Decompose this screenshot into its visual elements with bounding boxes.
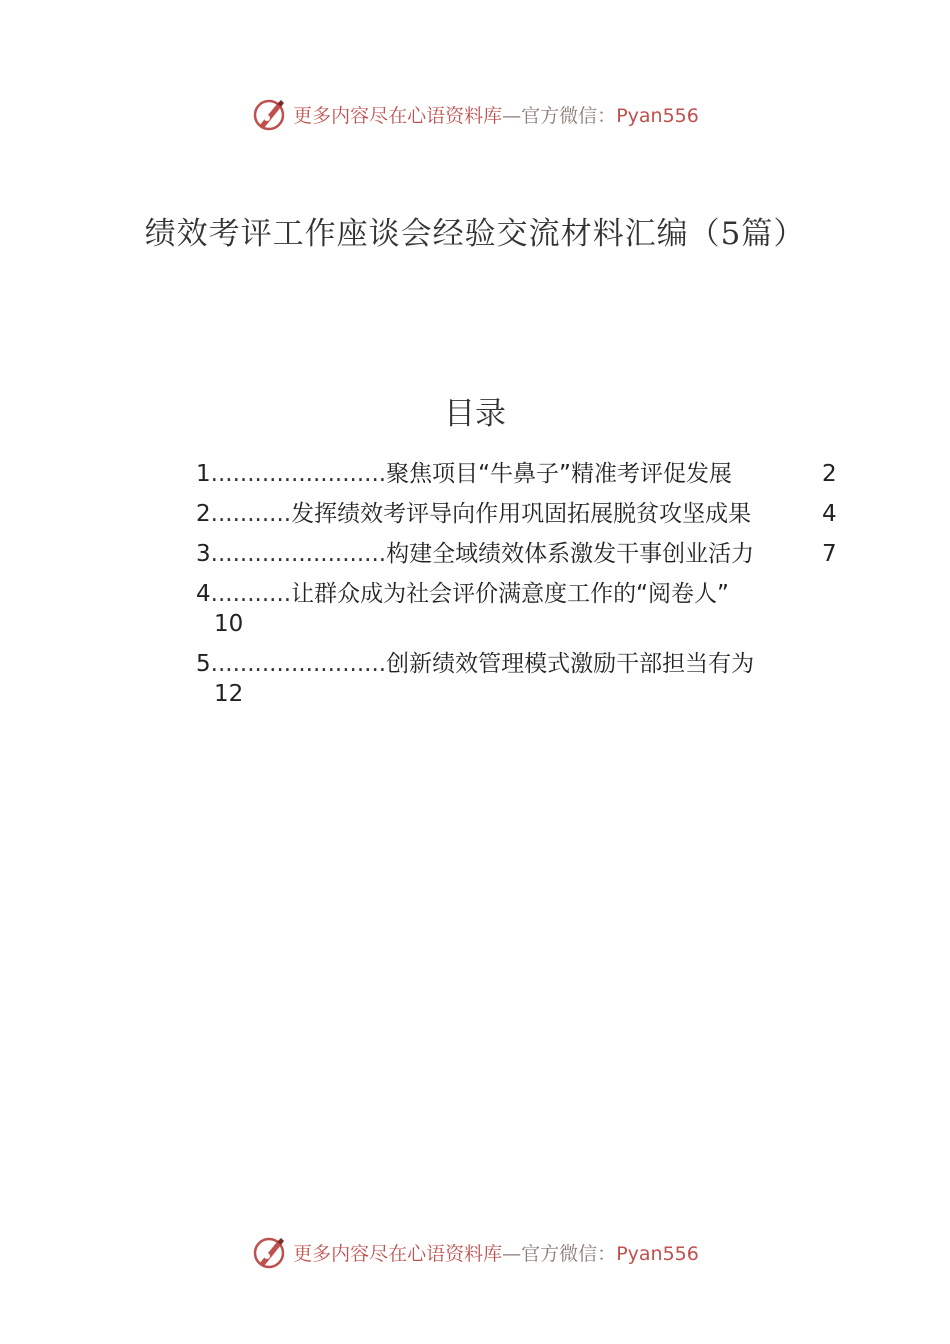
toc-entry[interactable] (196, 576, 846, 646)
toc-entry-leader: ........................ (210, 651, 387, 677)
toc-entry-label: 构建全域绩效体系激发干事创业活力 (386, 541, 755, 567)
toc-entry-page: 10 (214, 611, 244, 637)
banner-text (293, 101, 699, 128)
banner-wechat-label: 官方微信： (521, 1242, 617, 1265)
toc-entry-number: 2 (196, 501, 211, 527)
toc-entry[interactable] (196, 646, 846, 716)
toc-entry-label: 让群众成为社会评价满意度工作的“阅卷人” (291, 581, 729, 607)
toc-entry-leader: ........................ (210, 541, 387, 567)
banner-title: 更多内容尽在心语资料库 (293, 104, 503, 127)
footer-banner (0, 1232, 950, 1272)
toc-entry-leader: ........... (210, 501, 292, 527)
banner-title: 更多内容尽在心语资料库 (293, 1242, 503, 1265)
toc-heading: 目录 (444, 396, 506, 432)
pen-logo-icon (251, 1234, 287, 1270)
banner-text (293, 1239, 699, 1266)
banner-dash: — (502, 1242, 522, 1265)
banner-dash: — (502, 104, 522, 127)
toc-entry-leader: ........................ (210, 461, 387, 487)
toc-entry-page: 7 (822, 541, 837, 567)
header-banner (0, 94, 950, 134)
banner-wechat-id: Pyan556 (616, 104, 699, 127)
banner-wechat-id: Pyan556 (616, 1242, 699, 1265)
pen-logo-icon (251, 96, 287, 132)
toc-entry-number: 4 (196, 581, 211, 607)
banner-wechat-label: 官方微信： (521, 104, 617, 127)
toc-entry-page: 2 (822, 461, 837, 487)
toc-entry-leader: ........... (210, 581, 292, 607)
toc-entry-page: 12 (214, 681, 244, 707)
toc-entry-label: 创新绩效管理模式激励干部担当有为 (386, 651, 755, 677)
toc-entry-page: 4 (822, 501, 837, 527)
table-of-contents (196, 456, 846, 716)
toc-entry-label: 聚焦项目“牛鼻子”精准考评促发展 (386, 461, 732, 487)
toc-entry-number: 5 (196, 651, 211, 677)
toc-entry[interactable] (196, 456, 846, 496)
toc-entry-number: 3 (196, 541, 211, 567)
toc-entry-label: 发挥绩效考评导向作用巩固拓展脱贫攻坚成果 (291, 501, 752, 527)
toc-entry[interactable] (196, 536, 846, 576)
toc-entry[interactable] (196, 496, 846, 536)
document-title: 绩效考评工作座谈会经验交流材料汇编（5篇） (144, 216, 806, 252)
toc-entry-number: 1 (196, 461, 211, 487)
